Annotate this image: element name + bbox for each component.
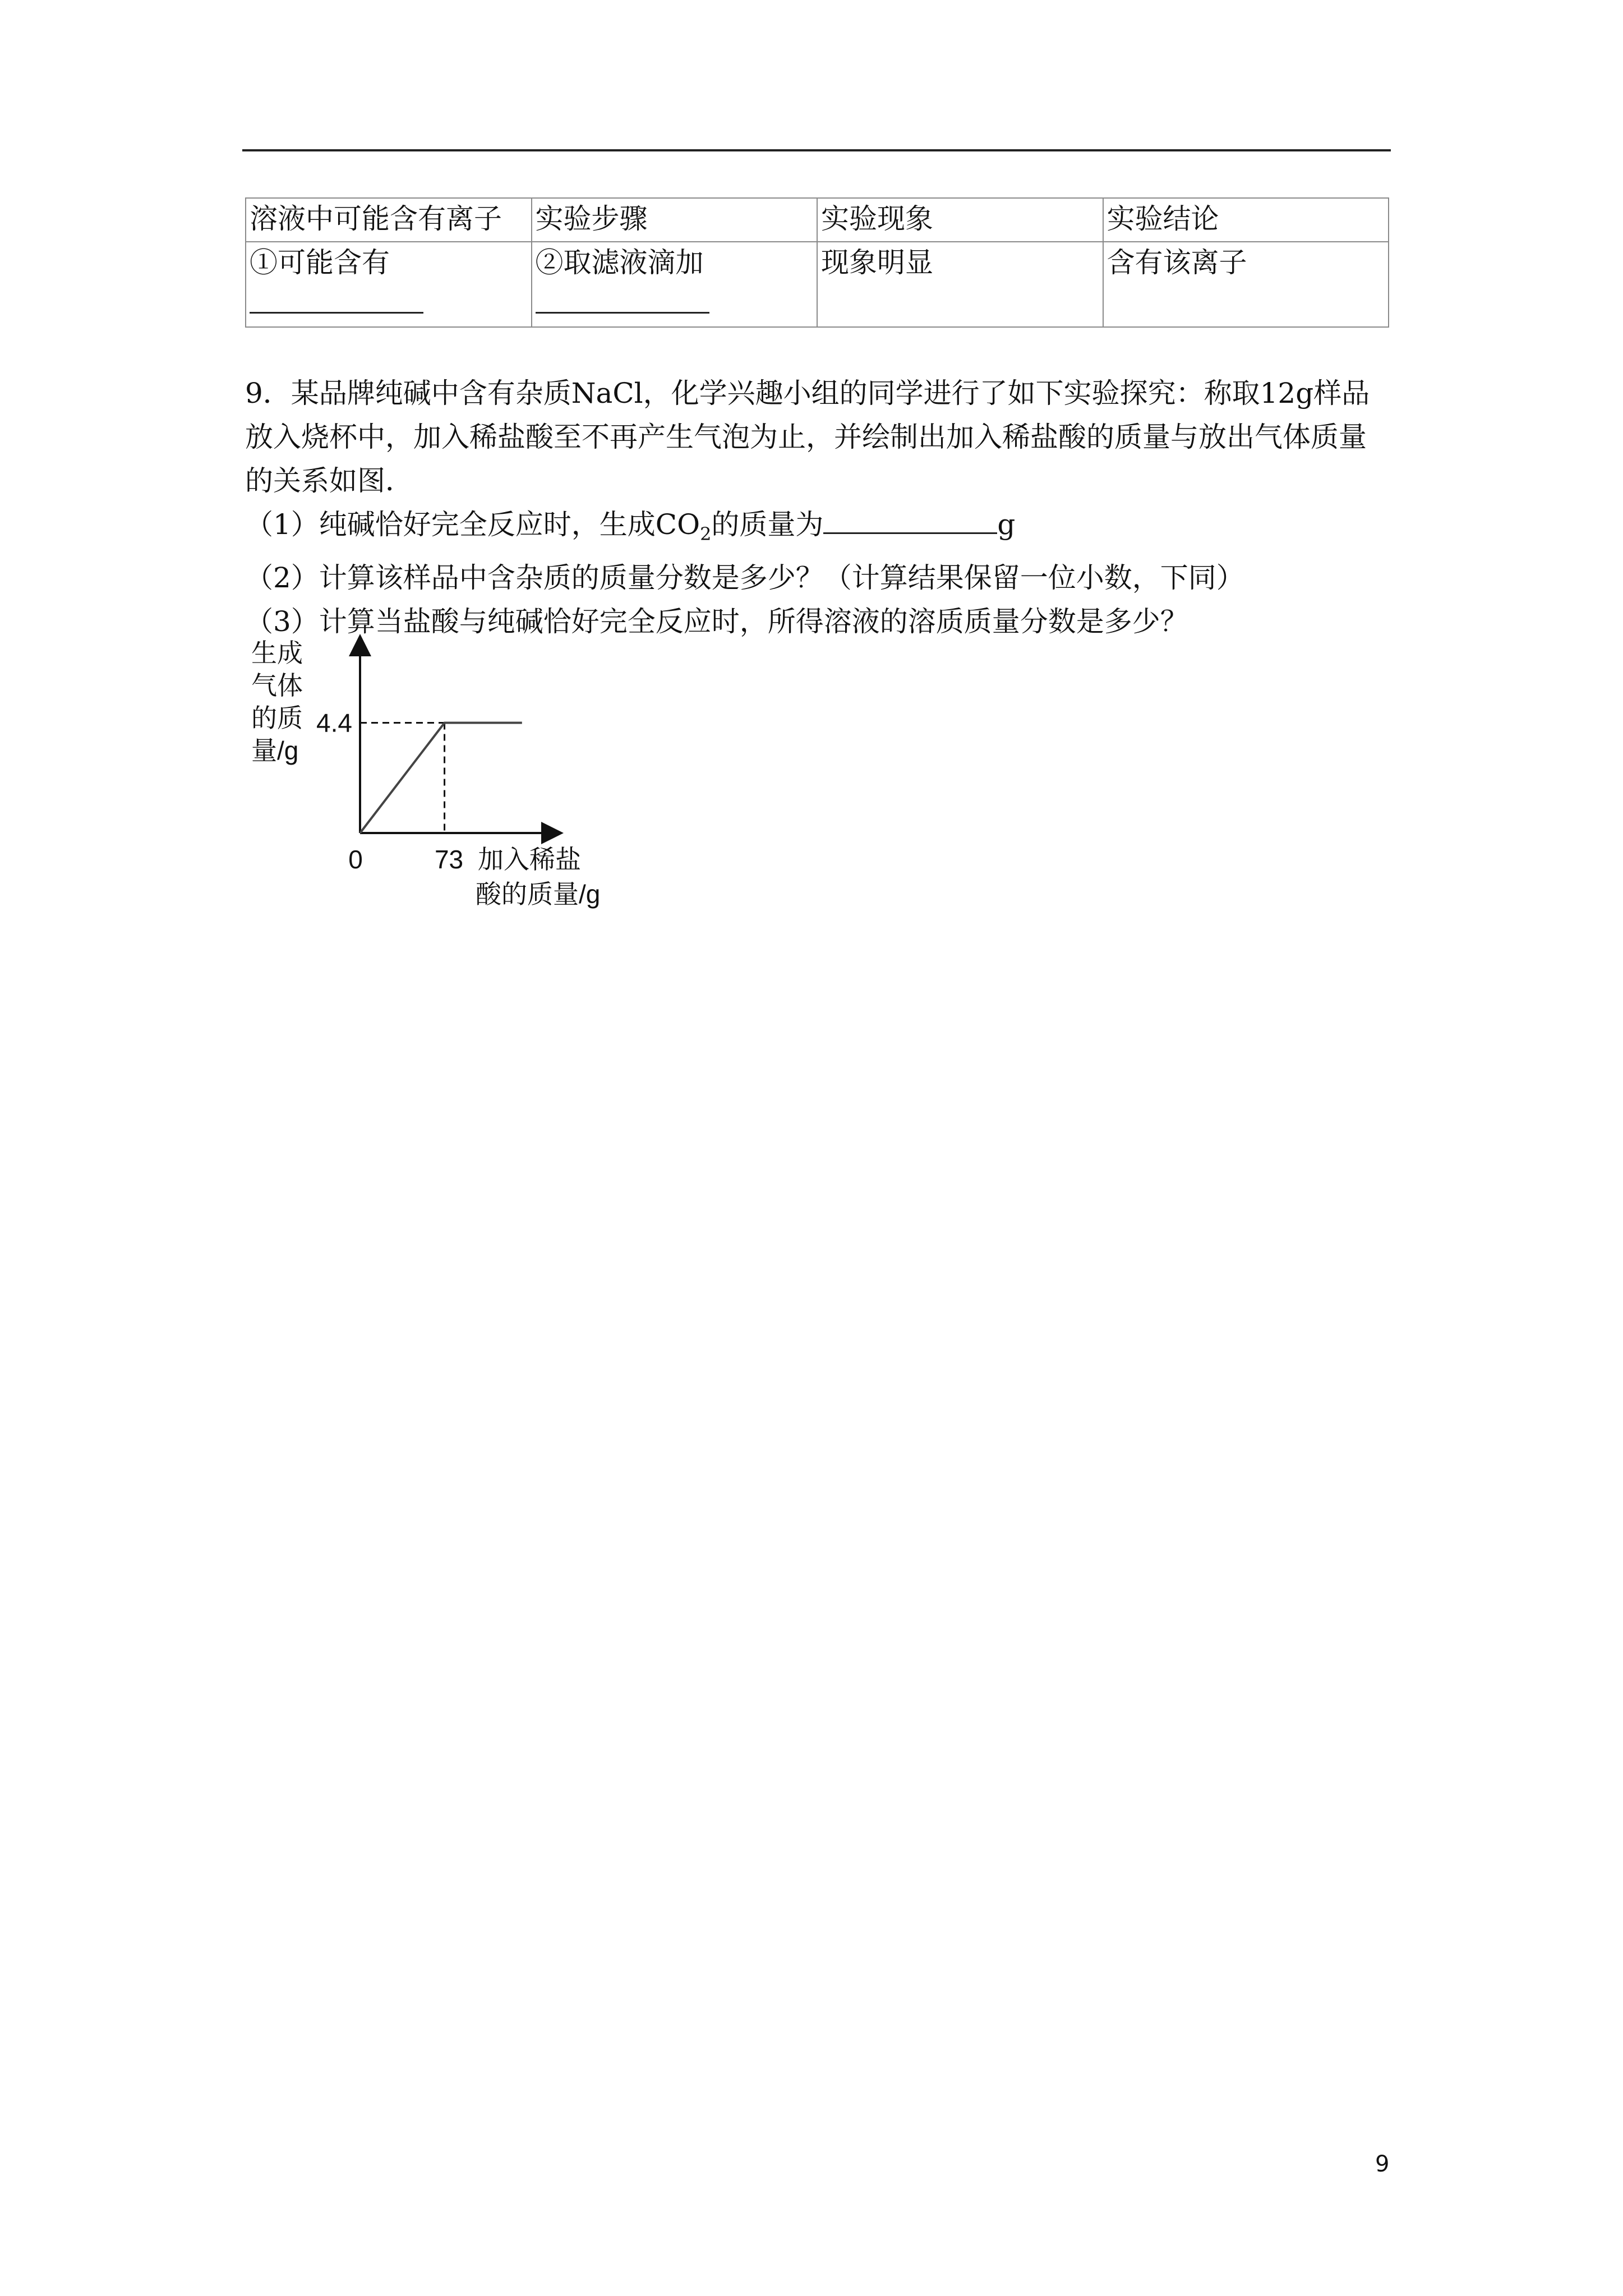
origin-label: 0	[348, 845, 363, 874]
table-cell	[532, 242, 818, 327]
table-cell-text: ①可能含有	[250, 246, 390, 279]
x-tick-label: 73	[434, 845, 464, 874]
table-cell	[246, 242, 532, 327]
question-part-3: （3）计算当盐酸与纯碱恰好完全反应时，所得溶液的溶质质量分数是多少？	[245, 605, 1188, 638]
page-number: 9	[1375, 2151, 1390, 2177]
y-label-line: 生成	[251, 638, 303, 668]
question-part-1: （1）纯碱恰好完全反应时，生成$CO_2$的质量为 g	[245, 503, 1395, 556]
header-rule	[242, 149, 1391, 151]
x-label-line: 加入稀盐	[478, 845, 581, 874]
answer-blank[interactable]	[250, 282, 423, 314]
table-row	[246, 242, 1389, 327]
table-cell: 现象明显	[817, 242, 1103, 327]
y-label-line: 气体	[251, 671, 303, 700]
experiment-table	[245, 197, 1389, 328]
table-header-cell: 实验结论	[1103, 198, 1389, 242]
answer-blank[interactable]	[823, 503, 997, 534]
answer-blank[interactable]	[536, 282, 709, 314]
question-stem-line: 的关系如图．	[245, 464, 413, 497]
table-cell-text: ②取滤液滴加	[535, 246, 704, 279]
data-series-line	[360, 723, 522, 834]
x-label-line: 酸的质量/g	[476, 880, 601, 909]
table-header-cell: 实验现象	[817, 198, 1103, 242]
question-9	[245, 371, 1395, 643]
table-cell: 含有该离子	[1103, 242, 1389, 327]
y-label-line: 的质	[251, 703, 303, 733]
y-label-line: 量/g	[251, 736, 299, 765]
table-header-row	[246, 198, 1389, 242]
question-stem-line: 9．某品牌纯碱中含有杂质NaCl，化学兴趣小组的同学进行了如下实验探究：称取12g样品	[245, 377, 1370, 409]
table-header-cell: 实验步骤	[532, 198, 818, 242]
table-header-cell: 溶液中可能含有离子	[246, 198, 532, 242]
gas-mass-chart	[241, 634, 645, 926]
y-tick-label: 4.4	[316, 708, 352, 738]
question-stem-line: 放入烧杯中，加入稀盐酸至不再产生气泡为止，并绘制出加入稀盐酸的质量与放出气体质量	[245, 421, 1367, 453]
question-part-2: （2）计算该样品中含杂质的质量分数是多少？（计算结果保留一位小数，下同）	[245, 562, 1244, 594]
